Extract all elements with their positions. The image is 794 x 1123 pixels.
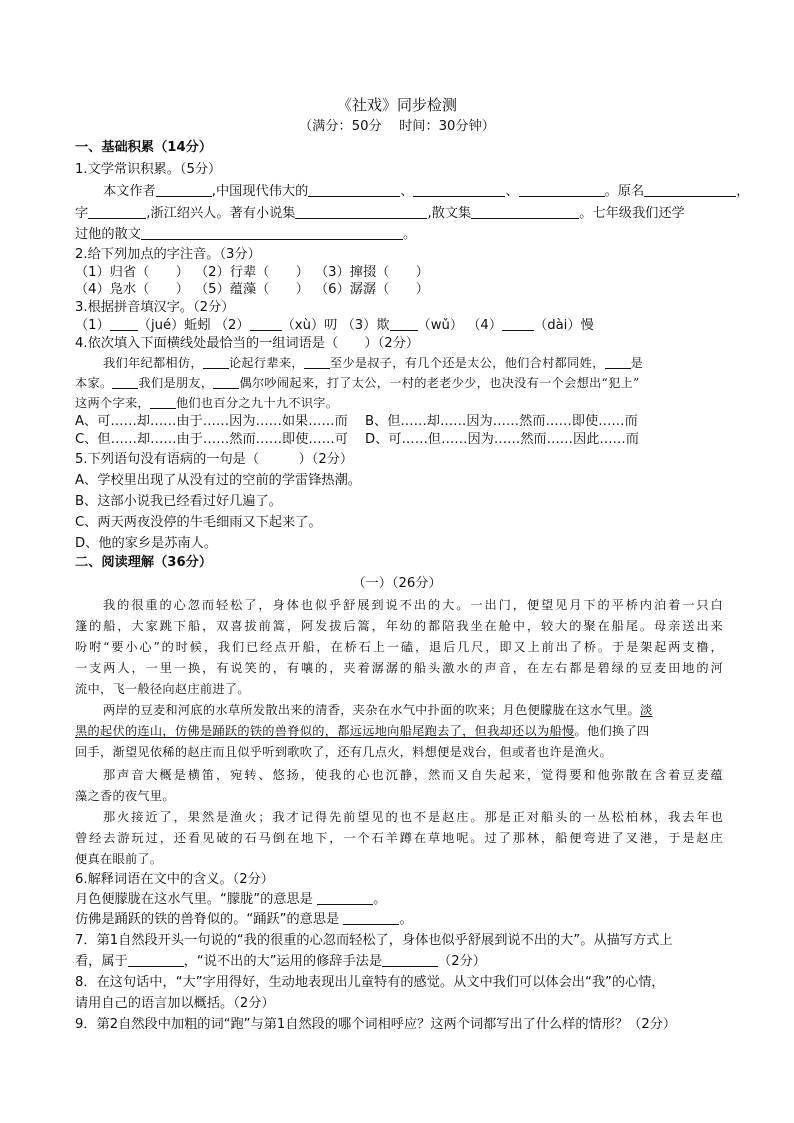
q6-item1: 月色便朦胧在这水气里。“朦胧”的意思是 。: [75, 892, 387, 907]
answer-blank[interactable]: [112, 375, 138, 389]
answer-blank[interactable]: [471, 205, 579, 219]
passage-p4-line: 那火接近了，果然是渔火；我才记得先前望见的也不是赵庄。那是正对船头的一丛松柏林，我去年也: [103, 810, 723, 824]
q1-label: 1.文学常识积累。（5分）: [75, 162, 222, 177]
q4-label: 4.依次填入下面横线处最恰当的一组词语是（ ）（2分）: [75, 336, 420, 351]
q8-line1: 8．在这句话中，“大”字用得好，生动地表现出儿童特有的感觉。从文中我们可以体会出“我”的心情，: [75, 975, 665, 990]
q2-row1: （1）归省（ ） （2）行辈（ ） （3）撺掇（ ）: [75, 265, 429, 280]
q9-line1: 9．第2自然段中加粗的词“跑”与第1自然段的哪个词相呼应？这两个词都写出了什么样的情形？（2分）: [75, 1017, 677, 1032]
answer-blank[interactable]: [213, 375, 239, 389]
q4-text-line3: 这两个字来， 他们也百分之九十九不识字。: [75, 396, 339, 410]
answer-blank[interactable]: [304, 355, 330, 369]
q2-label: 2.给下列加点的字注音。（3分）: [75, 247, 261, 262]
answer-blank[interactable]: [203, 355, 229, 369]
passage-p1-line: 一支两人，一里一换，有说笑的，有嚷的，夹着潺潺的船头激水的声音，在左右都是碧绿的豆麦田地的河: [75, 661, 723, 675]
q3-label: 3.根据拼音填汉字。（2分）: [75, 300, 235, 315]
q5-label: 5.下列语句没有语病的一句是（ ）（2分）: [75, 452, 354, 467]
page-title: 《社戏》同步检测: [336, 96, 457, 114]
q4-option-c[interactable]: C、但……却……由于……然而……即使……可: [75, 432, 348, 447]
answer-blank[interactable]: [295, 205, 427, 219]
passage-p3-line: 藻之香的夜气里。: [75, 789, 175, 803]
passage-p2-line2: 黑的起伏的连山，仿佛是踊跃的铁的兽脊似的，都远远地向船尾跑去了，但我却还以为船慢。他们换了四: [75, 724, 650, 738]
q4-options-row1: [75, 412, 638, 431]
q4-text-line2: 本家。 我们是朋友， 偶尔吵闹起来，打了太公，一村的老老少少，也决没有一个会想出“犯上”: [75, 376, 640, 390]
answer-blank[interactable]: [141, 226, 403, 240]
q1-line3: 过他的散文 。: [75, 227, 417, 242]
q3-items: （1） （jué）蚯蚓 （2） （xù）叨 （3）欺 （wǔ） （4） （dài）慢: [75, 318, 594, 333]
q1-line1: 本文作者 ,中国现代伟大的 、 、 。原名 ，: [103, 184, 750, 199]
passage-p4-line: 便真在眼前了。: [75, 852, 163, 866]
answer-blank[interactable]: [413, 183, 505, 197]
q6-label: 6.解释词语在文中的含义。（2分）: [75, 872, 274, 887]
q2-row2: （4）凫水（ ） （5）蕴藻（ ） （6）潺潺（ ）: [75, 282, 429, 297]
answer-blank[interactable]: [88, 205, 146, 219]
answer-blank[interactable]: [308, 183, 400, 197]
page-subtitle: （满分：50分 时间：30分钟）: [298, 119, 495, 134]
answer-blank[interactable]: [644, 183, 736, 197]
q5-option-c[interactable]: C、两天两夜没停的牛毛细雨又下起来了。: [75, 515, 322, 530]
q4-options-row2: [75, 430, 639, 449]
answer-blank[interactable]: [390, 317, 418, 331]
q7-line2: 看，属于 ，“说不出的大”运用的修辞手法是 （2分）: [75, 954, 486, 969]
passage-p3-line: 那声音大概是横笛，宛转、悠扬，使我的心也沉静，然而又自失起来，觉得要和他弥散在含着豆麦蕴: [103, 768, 723, 782]
reading-part-title: （一）（26分）: [352, 576, 442, 591]
passage-p4-line: 曾经去游玩过，还看见破的石马倒在地下，一个石羊蹲在草地呢。过了那林，船便弯进了叉港，于是赵庄: [75, 831, 723, 845]
q5-option-b[interactable]: B、这部小说我已经看过好几遍了。: [75, 494, 282, 509]
q5-option-a[interactable]: A、学校里出现了从没有过的空前的学雷锋热潮。: [75, 473, 361, 488]
answer-blank[interactable]: [250, 317, 282, 331]
passage-p1-line: 篷的船，大家跳下船，双喜拔前篙，阿发拔后篙，年幼的都陪我坐在舱中，较大的聚在船尾。母亲送出来: [75, 619, 723, 633]
answer-blank[interactable]: [605, 355, 631, 369]
section1-heading: 一、基础积累（14分）: [75, 140, 213, 155]
q6-item2: 仿佛是踊跃的铁的兽脊似的。“踊跃”的意思是 。: [75, 912, 413, 927]
q1-line2: 字 ,浙江绍兴人。著有小说集 ,散文集 。七年级我们还学: [75, 206, 685, 221]
passage-p1-line: 流中，飞一般径向赵庄前进了。: [75, 682, 250, 696]
section2-heading: 二、阅读理解（36分）: [75, 555, 213, 570]
answer-blank[interactable]: [317, 891, 373, 905]
answer-blank[interactable]: [502, 317, 534, 331]
answer-blank[interactable]: [343, 911, 399, 925]
answer-blank[interactable]: [150, 395, 176, 409]
q4-option-a[interactable]: A、可……却……由于……因为……如果……而: [75, 414, 348, 429]
answer-blank[interactable]: [156, 183, 212, 197]
q4-option-d[interactable]: D、可……但……因为……然而……因此……而: [365, 432, 639, 447]
answer-blank[interactable]: [519, 183, 605, 197]
q8-line2: 请用自己的语言加以概括。（2分）: [75, 996, 275, 1011]
q5-option-d[interactable]: D、他的家乡是苏南人。: [75, 536, 218, 551]
answer-blank[interactable]: [128, 953, 184, 967]
passage-p2-line1: 两岸的豆麦和河底的水草所发散出来的清香，夹杂在水气中扑面的吹来；月色便朦胧在这水气里。淡: [103, 703, 653, 717]
passage-p2-line3: 回手，渐望见依稀的赵庄而且似乎听到歌吹了，还有几点火，料想便是戏台，但或者也许是渔火。: [75, 745, 612, 759]
passage-p1-line: 吩咐“要小心”的时候，我们已经点开船，在桥石上一磕，退后几尺，即又上前出了桥。于是架起两支橹，: [75, 640, 723, 654]
answer-blank[interactable]: [110, 317, 138, 331]
q4-text-line1: 我们年纪都相仿， 论起行辈来， 至少是叔子，有几个还是太公，他们合村都同姓， 是: [103, 356, 644, 370]
q4-option-b[interactable]: B、但……却……因为……然而……即使……而: [365, 414, 638, 429]
q7-line1: 7．第1自然段开头一句说的“我的很重的心忽而轻松了，身体也似乎舒展到说不出的大”。从描写方式上: [75, 933, 673, 948]
passage-p1-line: 我的很重的心忽而轻松了，身体也似乎舒展到说不出的大。一出门，便望见月下的平桥内泊着一只白: [103, 598, 723, 612]
answer-blank[interactable]: [382, 953, 438, 967]
